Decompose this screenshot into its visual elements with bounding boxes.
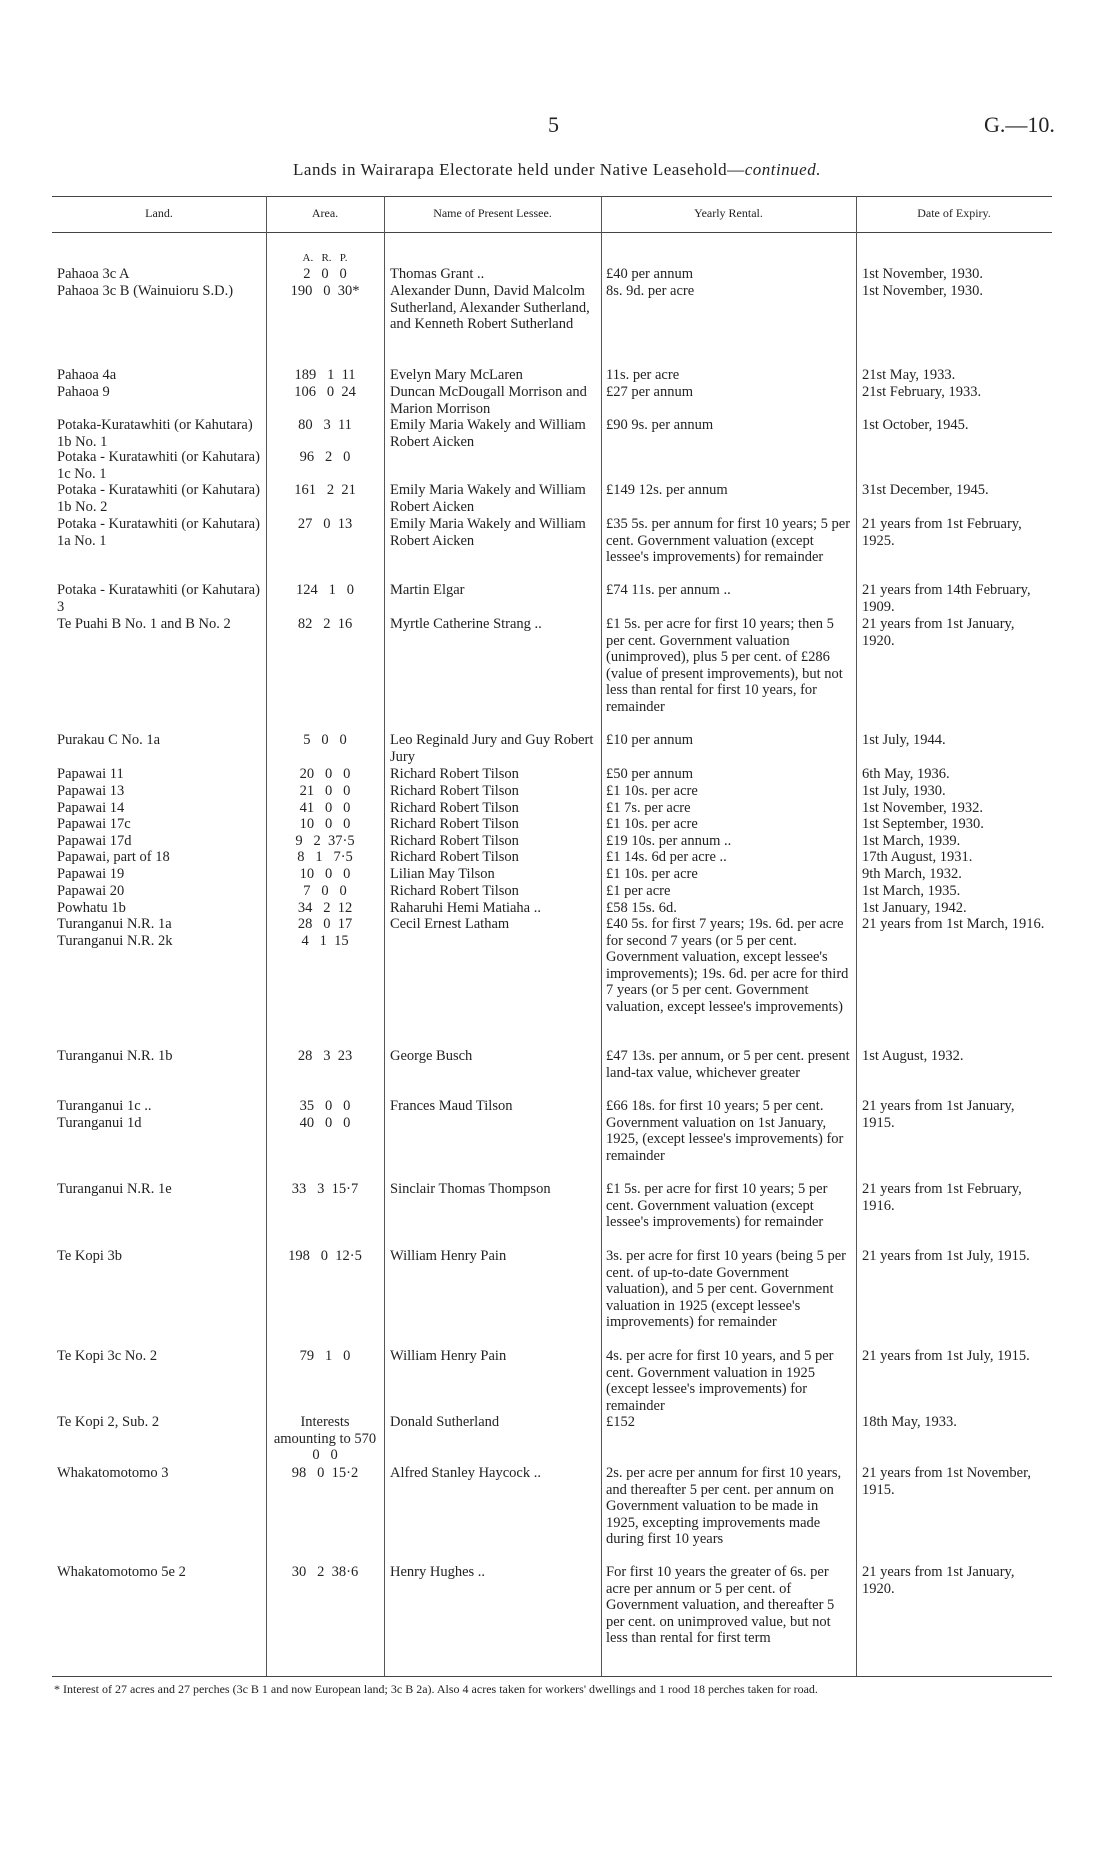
- cell-expiry: 1st September, 1930.: [862, 816, 984, 832]
- cell-land: Papawai, part of 18: [57, 849, 170, 865]
- cell-lessee: Richard Robert Tilson: [390, 816, 519, 832]
- cell-rental: £47 13s. per annum, or 5 per cent. present land-tax value, whichever greater: [606, 1048, 850, 1081]
- cell-area: 10 0 0: [299, 866, 351, 882]
- cell-area: 8 1 7·5: [297, 849, 353, 865]
- cell-area: 27 0 13: [297, 516, 353, 532]
- cell-rental: £149 12s. per annum: [606, 482, 728, 498]
- cell-expiry: 21 years from 1st January, 1915.: [862, 1098, 1015, 1131]
- document-ref: G.—10.: [984, 112, 1055, 137]
- cell-area: 161 2 21: [294, 482, 356, 498]
- cell-lessee: Lilian May Tilson: [390, 866, 495, 882]
- cell-expiry: 21st February, 1933.: [862, 384, 982, 400]
- cell-lessee: George Busch: [390, 1048, 473, 1064]
- cell-expiry: 21 years from 1st February, 1925.: [862, 516, 1022, 549]
- cell-area: 5 0 0: [303, 732, 347, 748]
- cell-land: Te Kopi 3c No. 2: [57, 1348, 158, 1364]
- cell-expiry: 21 years from 1st February, 1916.: [862, 1181, 1022, 1214]
- cell-expiry: 1st March, 1939.: [862, 833, 961, 849]
- cell-area: 41 0 0: [299, 800, 351, 816]
- cell-land: Pahaoa 3c A: [57, 266, 130, 282]
- cell-land: Turanganui N.R. 1a: [57, 916, 172, 932]
- cell-area: 124 1 0: [296, 582, 354, 598]
- cell-area: 30 2 38·6: [291, 1564, 359, 1580]
- cell-rental: £35 5s. per annum for first 10 years; 5 per cent. Government valuation (except lessee's improvements) for remainder: [606, 516, 851, 566]
- header-area: Area.: [311, 206, 339, 220]
- cell-lessee: Alexander Dunn, David Malcolm Sutherland, Alexander Sutherland, and Kenneth Robert Sutherland: [390, 283, 590, 333]
- cell-land: Papawai 20: [57, 883, 125, 899]
- cell-expiry: 1st July, 1944.: [862, 732, 946, 748]
- cell-expiry: 1st March, 1935.: [862, 883, 961, 899]
- cell-area: 7 0 0: [303, 883, 347, 899]
- cell-lessee: Thomas Grant ..: [390, 266, 485, 282]
- cell-rental: £27 per annum: [606, 384, 693, 400]
- cell-lessee: Henry Hughes ..: [390, 1564, 486, 1580]
- cell-land: Potaka - Kuratawhiti (or Kahutara) 1c No. 1: [57, 449, 260, 482]
- cell-lessee: Duncan McDougall Morrison and Marion Morrison: [390, 384, 587, 417]
- cell-expiry: 1st January, 1942.: [862, 900, 967, 916]
- cell-area: 106 0 24: [294, 384, 356, 400]
- cell-land: Potaka - Kuratawhiti (or Kahutara) 1a No. 1: [57, 516, 260, 549]
- cell-land: Te Kopi 3b: [57, 1248, 123, 1264]
- cell-rental: £40 per annum: [606, 266, 693, 282]
- cell-lessee: Richard Robert Tilson: [390, 849, 519, 865]
- cell-area: 34 2 12: [297, 900, 353, 916]
- cell-expiry: 1st November, 1930.: [862, 283, 984, 299]
- cell-lessee: Frances Maud Tilson: [390, 1098, 513, 1114]
- cell-rental: £1 14s. 6d per acre ..: [606, 849, 727, 865]
- cell-rental: £74 11s. per annum ..: [606, 582, 731, 598]
- cell-land: Potaka-Kuratawhiti (or Kahutara) 1b No. 1: [57, 417, 253, 450]
- cell-area: 28 3 23: [297, 1048, 353, 1064]
- cell-expiry: 21 years from 1st July, 1915.: [862, 1248, 1030, 1264]
- cell-area: Interests amounting to 570 0 0: [273, 1414, 388, 1464]
- title-continued: continued.: [744, 160, 821, 179]
- cell-expiry: 18th May, 1933.: [862, 1414, 957, 1430]
- cell-land: Papawai 19: [57, 866, 125, 882]
- page-number: 5: [548, 112, 559, 137]
- cell-rental: 3s. per acre for first 10 years (being 5 per cent. of up-to-date Government valuation), and 5 per cent. Government valuation in 1925 (except lessee's improvements) for remainder: [606, 1248, 846, 1331]
- cell-area: 82 2 16: [297, 616, 353, 632]
- cell-lessee: Leo Reginald Jury and Guy Robert Jury: [390, 732, 594, 765]
- cell-area: 9 2 37·5: [295, 833, 355, 849]
- cell-area: 21 0 0: [299, 783, 351, 799]
- cell-area: 198 0 12·5: [288, 1248, 362, 1264]
- col-divider-4: [856, 196, 857, 1676]
- cell-area: 80 3 11: [298, 417, 352, 433]
- cell-land: Papawai 17d: [57, 833, 132, 849]
- cell-land: Pahaoa 3c B (Wainuioru S.D.): [57, 283, 234, 299]
- cell-expiry: 21 years from 1st March, 1916.: [862, 916, 1045, 932]
- cell-land: Papawai 13: [57, 783, 125, 799]
- cell-rental: £40 5s. for first 7 years; 19s. 6d. per acre for second 7 years (or 5 per cent. Government valuation, except lessee's improvements); 19s. 6d. per acre for third 7 years (or 5 per cent. Government valuation, except lessee's improvements): [606, 916, 849, 1015]
- cell-lessee: Evelyn Mary McLaren: [390, 367, 523, 383]
- cell-expiry: 17th August, 1931.: [862, 849, 973, 865]
- cell-area: 79 1 0: [299, 1348, 351, 1364]
- cell-land: Powhatu 1b: [57, 900, 126, 916]
- cell-land: Whakatomotomo 3: [57, 1465, 169, 1481]
- cell-expiry: 21st May, 1933.: [862, 367, 956, 383]
- cell-rental: £152: [606, 1414, 635, 1430]
- cell-area: 96 2 0: [299, 449, 351, 465]
- cell-area: 28 0 17: [297, 916, 353, 932]
- cell-rental: £1 10s. per acre: [606, 783, 698, 799]
- cell-rental: 2s. per acre per annum for first 10 years, and thereafter 5 per cent. per annum on Government valuation to be made in 1925, excepting improvements made during first 10 years: [606, 1465, 842, 1548]
- cell-expiry: 31st December, 1945.: [862, 482, 989, 498]
- cell-rental: 11s. per acre: [606, 367, 680, 383]
- cell-rental: £19 10s. per annum ..: [606, 833, 732, 849]
- cell-land: Papawai 11: [57, 766, 124, 782]
- cell-expiry: 1st November, 1932.: [862, 800, 984, 816]
- cell-expiry: 6th May, 1936.: [862, 766, 950, 782]
- cell-rental: £1 7s. per acre: [606, 800, 691, 816]
- cell-expiry: 1st October, 1945.: [862, 417, 969, 433]
- cell-lessee: Richard Robert Tilson: [390, 766, 519, 782]
- header-expiry: Date of Expiry.: [917, 206, 991, 220]
- cell-rental: 4s. per acre for first 10 years, and 5 per cent. Government valuation in 1925 (except lessee's improvements) for remainder: [606, 1348, 834, 1414]
- cell-lessee: Emily Maria Wakely and William Robert Aicken: [390, 417, 586, 450]
- cell-lessee: Alfred Stanley Haycock ..: [390, 1465, 541, 1481]
- cell-lessee: Donald Sutherland: [390, 1414, 500, 1430]
- cell-rental: £1 5s. per acre for first 10 years; then 5 per cent. Government valuation (unimproved), plus 5 per cent. of £286 (value of present improvements), but not less than rental for first 10 years, for remainder: [606, 616, 843, 715]
- cell-rental: £1 10s. per acre: [606, 816, 698, 832]
- cell-lessee: Richard Robert Tilson: [390, 883, 519, 899]
- cell-land: Potaka - Kuratawhiti (or Kahutara) 3: [57, 582, 260, 615]
- cell-lessee: Sinclair Thomas Thompson: [390, 1181, 551, 1197]
- col-divider-3: [601, 196, 602, 1676]
- cell-area: 10 0 0: [299, 816, 351, 832]
- cell-land: Papawai 14: [57, 800, 125, 816]
- cell-rental: For first 10 years the greater of 6s. per acre per annum or 5 per cent. of Government valuation, and thereafter 5 per cent. on unimproved value, but not less than rental for first term: [606, 1564, 835, 1647]
- cell-land: Pahaoa 9: [57, 384, 110, 400]
- cell-land: Turanganui N.R. 1e: [57, 1181, 172, 1197]
- cell-land: Potaka - Kuratawhiti (or Kahutara) 1b No. 2: [57, 482, 260, 515]
- cell-land: Turanganui 1c ..: [57, 1098, 152, 1114]
- cell-area: 33 3 15·7: [291, 1181, 359, 1197]
- cell-area: 2 0 0: [303, 266, 347, 282]
- cell-lessee: Martin Elgar: [390, 582, 465, 598]
- header-lessee: Name of Present Lessee.: [433, 206, 552, 220]
- cell-rental: £50 per annum: [606, 766, 693, 782]
- cell-expiry: 21 years from 1st January, 1920.: [862, 1564, 1015, 1597]
- cell-area: 35 0 0: [299, 1098, 351, 1114]
- cell-lessee: Emily Maria Wakely and William Robert Aicken: [390, 516, 586, 549]
- col-divider-1: [266, 196, 267, 1676]
- header-rental: Yearly Rental.: [694, 206, 763, 220]
- cell-rental: 8s. 9d. per acre: [606, 283, 695, 299]
- cell-rental: £1 5s. per acre for first 10 years; 5 per cent. Government valuation (except lessee's improvements) for remainder: [606, 1181, 828, 1231]
- cell-rental: £10 per annum: [606, 732, 693, 748]
- cell-lessee: William Henry Pain: [390, 1348, 507, 1364]
- cell-area: 4 1 15: [301, 933, 349, 949]
- cell-rental: £58 15s. 6d.: [606, 900, 677, 916]
- cell-area: 98 0 15·2: [291, 1465, 359, 1481]
- cell-lessee: Cecil Ernest Latham: [390, 916, 510, 932]
- cell-land: Purakau C No. 1a: [57, 732, 161, 748]
- cell-expiry: 1st November, 1930.: [862, 266, 984, 282]
- cell-area: 189 1 11: [294, 367, 356, 383]
- cell-lessee: Richard Robert Tilson: [390, 833, 519, 849]
- cell-expiry: 21 years from 1st July, 1915.: [862, 1348, 1030, 1364]
- cell-land: Turanganui N.R. 1b: [57, 1048, 173, 1064]
- cell-expiry: 1st July, 1930.: [862, 783, 946, 799]
- cell-land: Te Kopi 2, Sub. 2: [57, 1414, 160, 1430]
- cell-expiry: 1st August, 1932.: [862, 1048, 964, 1064]
- cell-lessee: Raharuhi Hemi Matiaha ..: [390, 900, 541, 916]
- cell-rental: £1 per acre: [606, 883, 671, 899]
- cell-land: Whakatomotomo 5e 2: [57, 1564, 186, 1580]
- cell-lessee: Richard Robert Tilson: [390, 783, 519, 799]
- cell-rental: £66 18s. for first 10 years; 5 per cent. Government valuation on 1st January, 1925, (except lessee's improvements) for remainder: [606, 1098, 844, 1164]
- cell-land: Papawai 17c: [57, 816, 131, 832]
- rule-header: [52, 232, 1052, 233]
- cell-land: Pahaoa 4a: [57, 367, 117, 383]
- cell-area: 20 0 0: [299, 766, 351, 782]
- cell-land: Te Puahi B No. 1 and B No. 2: [57, 616, 231, 632]
- rule-top: [52, 196, 1052, 197]
- cell-land: Turanganui 1d: [57, 1115, 142, 1131]
- area-units: A. R. P.: [302, 252, 348, 264]
- cell-lessee: Emily Maria Wakely and William Robert Aicken: [390, 482, 586, 515]
- header-land: Land.: [145, 206, 173, 220]
- cell-expiry: 21 years from 1st January, 1920.: [862, 616, 1015, 649]
- cell-lessee: William Henry Pain: [390, 1248, 507, 1264]
- title-main: Lands in Wairarapa Electorate held under Native Leasehold—: [293, 160, 745, 179]
- cell-area: 190 0 30*: [290, 283, 360, 299]
- table-title: [0, 160, 1114, 180]
- cell-lessee: Myrtle Catherine Strang ..: [390, 616, 542, 632]
- cell-expiry: 21 years from 1st November, 1915.: [862, 1465, 1031, 1498]
- cell-land: Turanganui N.R. 2k: [57, 933, 173, 949]
- cell-rental: £90 9s. per annum: [606, 417, 714, 433]
- cell-expiry: 9th March, 1932.: [862, 866, 962, 882]
- cell-expiry: 21 years from 14th February, 1909.: [862, 582, 1031, 615]
- cell-rental: £1 10s. per acre: [606, 866, 698, 882]
- footnote: * Interest of 27 acres and 27 perches (3c B 1 and now European land; 3c B 2a). Also 4 acres taken for workers' dwellings and 1 rood 18 perches taken for road.: [54, 1682, 818, 1696]
- col-divider-2: [384, 196, 385, 1676]
- rule-bottom: [52, 1676, 1052, 1677]
- cell-area: 40 0 0: [299, 1115, 351, 1131]
- cell-lessee: Richard Robert Tilson: [390, 800, 519, 816]
